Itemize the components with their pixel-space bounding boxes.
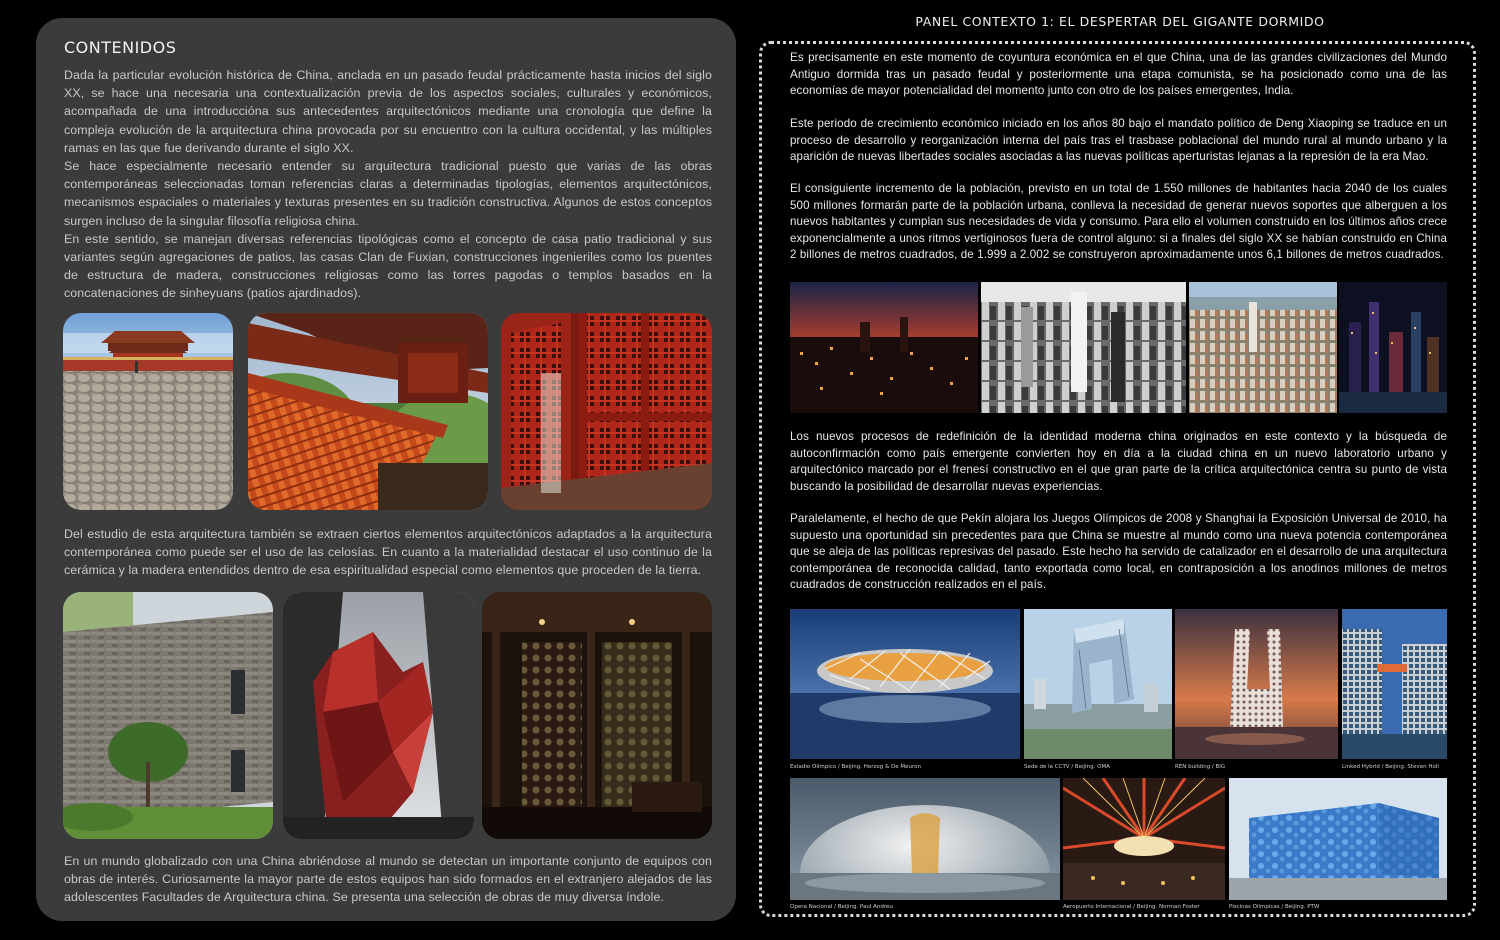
wooden-screen-interior-photo — [482, 592, 712, 839]
context-paragraph-3: El consiguiente incremento de la población, previsto en un total de 1.550 millones de habitantes hacia 2040 de los cuales 500 millones formarán parte de la población urbana, conlleva la necesidad de generar nuevos soportes que alberguen a los nuevos habitantes y cumplan sus necesidades de vida y consumo. Para ello el volumen construido en los últimos años crece exponencialmente a unos ritmos vertiginosos fuera de control alguno: si a finales del siglo XX se habían construido en China 2 billones de metros cuadrados, de 1.999 a 2.002 se construyeron aproximadamente unos 6,1 billones de metros cuadrados. — [790, 182, 1447, 261]
ren-building-photo — [1175, 609, 1338, 759]
night-city-photo-1 — [790, 282, 978, 413]
water-cube-photo — [1229, 778, 1447, 900]
forbidden-city-photo — [63, 313, 233, 510]
red-lattice-corridor-photo — [501, 313, 712, 510]
bw-city-aerial-photo — [981, 282, 1186, 413]
contents-panel — [36, 18, 736, 921]
linked-hybrid-photo — [1342, 609, 1447, 759]
contents-title: CONTENIDOS — [64, 38, 177, 57]
caption-cctv: Sede de la CCTV / Beijing. OMA — [1024, 764, 1110, 770]
intro-paragraph-2: Se hace especialmente necesario entender su arquitectura tradicional puesto que varias de las obras contemporáneas seleccionadas toman referencias claras a determinadas tipologías, elementos arquitectónicos, mecanismos espaciales o materiales y texturas presentes en su tradición constructiva. Algunos de estos conceptos surgen incluso de la singular filosofía religiosa china. — [64, 159, 712, 228]
red-faceted-sculpture-photo — [283, 592, 474, 839]
intro-paragraph-1: Dada la particular evolución histórica de China, anclada en un pasado feudal prácticamente hasta inicios del siglo XX, se hace una necesaria una contextualización previa de los aspectos sociales, culturales y económicos, acompañada de una introducciónа sus antecedentes arquitectónicos mediante una cronología que define la compleja evolución de la arquitectura china provocada por su encuentro con la cultura occidental, y las múltiples ramas en las que fue derivando durante el siglo XX. — [64, 68, 712, 155]
night-city-photo-2 — [1339, 282, 1447, 413]
context-paragraph-5: Paralelamente, el hecho de que Pekín alojara los Juegos Olímpicos de 2008 y Shanghai la Exposición Universal de 2010, ha supuesto una oportunidad sin precedentes para que China se muestre al mundo como una nueva potencia contemporánea que se aleja de las políticas represivas del pasado. Este hecho ha servido de catalizador en el desarrollo de una arquitectura contemporánea de reconocida calidad, tanto exportada como local, en contraposición a los anodinos millones de metros cuadrados de construcción realizados en el país. — [790, 512, 1447, 591]
caption-linked-hybrid: Linked Hybrid / Beijing. Steven Holl — [1342, 764, 1439, 770]
intro-text — [64, 66, 712, 303]
stone-wall-building-photo — [63, 592, 273, 839]
birds-nest-stadium-photo — [790, 609, 1020, 759]
caption-birds-nest: Estadio Olímpico / Beijing. Herzog & De Meuron — [790, 764, 921, 770]
caption-ren: REN building / BIG — [1175, 764, 1226, 770]
middle-text: Del estudio de esta arquitectura también se extraen ciertos elementos arquitectónicos adaptados a la arquitectura contemporánea como puede ser el uso de las celosías. En cuanto a la materialidad destacar el uso continuo de la cerámica y la madera entendidos dentro de esa espiritualidad especial como elementos que proceden de la tierra. — [64, 527, 712, 578]
closing-text: En un mundo globalizado con una China abriéndose al mundo se detectan un importante conjunto de equipos con obras de interés. Curiosamente la mayor parte de estos equipos han sido formados en el extranjero alejados de las adolescentes Facultades de Arquitectura china. Se presenta una selección de obras de muy diversa índole. — [64, 854, 712, 905]
airport-terminal-photo — [1063, 778, 1225, 900]
caption-airport: Aeropuerto Internacional / Beijing. Norman Foster — [1063, 904, 1200, 910]
national-opera-photo — [790, 778, 1060, 900]
intro-paragraph-3: En este sentido, se manejan diversas referencias tipológicas como el concepto de casa patio tradicional y sus variantes según agregaciones de patios, las casas Clan de Fuxian, construcciones ingenieriles como los puentes de estructura de madera, construcciones religiosas como las torres pagodas o templos basados en la concatenaciones de sinheyuans (patios ajardinados). — [64, 231, 712, 301]
context-paragraph-4: Los nuevos procesos de redefinición de la identidad moderna china originados en este contexto y la búsqueda de autoconfirmación como país emergente convierten hoy en día a la ciudad china en un nuevo laboratorio urbano y arquitectónico marcado por el frenesí constructivo en el que gran parte de la crítica arquitectónica centra su punto de vista buscando la posibilidad de desarrollar nuevas experiencias. — [790, 430, 1447, 493]
tiled-roof-photo — [248, 313, 488, 510]
day-city-aerial-photo — [1189, 282, 1337, 413]
context-paragraph-2: Este periodo de crecimiento económico iniciado en los años 80 bajo el mandato político de Deng Xiaoping se traduce en un proceso de desarrollo y reorganización interna del país tras el trasbase poblacional del mundo rural al mundo urbano y la aparición de nuevas libertades sociales asociadas a las nuevas políticas aperturistas lejanas a la represión de la era Mao. — [790, 117, 1447, 163]
panel-header: PANEL CONTEXTO 1: EL DESPERTAR DEL GIGANTE DORMIDO — [915, 14, 1325, 29]
context-paragraph-1: Es precisamente en este momento de coyuntura económica en el que China, una de las grandes civilizaciones del Mundo Antiguo dormida tras un pasado feudal y posteriormente una etapa comunista, se ha posicionado como una de las economías de mayor potencialidad del momento junto con otro de los países emergentes, India. — [790, 51, 1447, 97]
caption-opera: Opera Nacional / Beijing. Paul Andreu — [790, 904, 893, 910]
caption-water-cube: Piscinas Olímpicas / Beijing. PTW — [1229, 904, 1320, 910]
cctv-building-photo — [1024, 609, 1172, 759]
